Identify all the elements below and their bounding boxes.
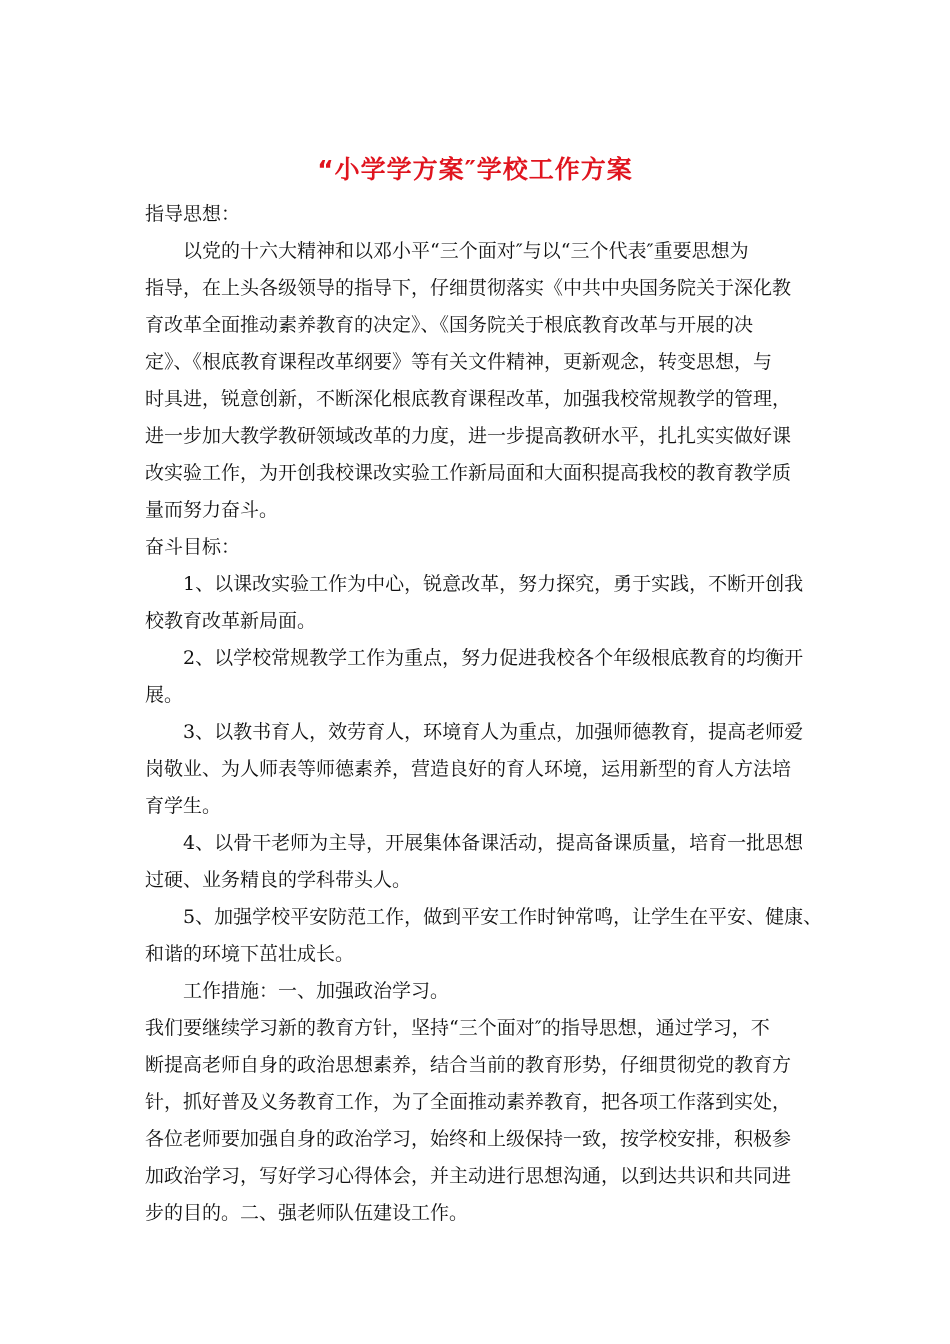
text-line: 加政治学习，写好学习心得体会，并主动进行思想沟通，以到达共识和共同进 (145, 1165, 792, 1187)
text-line: 工作措施：一、加强政治学习。 (183, 980, 450, 1002)
text-line: 1、以课改实验工作为中心，锐意改革，努力探究，勇于实践，不断开创我 (183, 573, 804, 595)
text-line: 5、加强学校平安防范工作，做到平安工作时钟常鸣，让学生在平安、健康、 (183, 906, 823, 928)
text-line: 断提高老师自身的政治思想素养，结合当前的教育形势，仔细贯彻党的教育方 (145, 1054, 792, 1076)
text-line: 2、以学校常规教学工作为重点，努力促进我校各个年级根底教育的均衡开 (183, 647, 804, 669)
text-line: 以党的十六大精神和以邓小平“三个面对″与以“三个代表″重要思想为 (183, 240, 749, 262)
document-title: “小学学方案″学校工作方案 (317, 155, 633, 184)
text-line: 定》、《根底教育课程改革纲要》等有关文件精神，更新观念，转变思想，与 (145, 351, 773, 373)
text-line: 过硬、业务精良的学科带头人。 (145, 869, 412, 891)
text-line: 校教育改革新局面。 (145, 610, 317, 632)
text-line: 针，抓好普及义务教育工作，为了全面推动素养教育，把各项工作落到实处， (145, 1091, 792, 1113)
text-line: 3、以教书育人，效劳育人，环境育人为重点，加强师德教育，提高老师爱 (183, 721, 804, 743)
text-line: 育改革全面推动素养教育的决定》、《国务院关于根底教育改革与开展的决 (145, 314, 754, 336)
text-line: 各位老师要加强自身的政治学习，始终和上级保持一致，按学校安排，积极参 (145, 1128, 792, 1150)
text-line: 改实验工作，为开创我校课改实验工作新局面和大面积提高我校的教育教学质 (145, 462, 792, 484)
text-line: 指导思想： (145, 203, 241, 225)
text-line: 时具进，锐意创新，不断深化根底教育课程改革，加强我校常规教学的管理， (145, 388, 792, 410)
text-line: 步的目的。二、强老师队伍建设工作。 (145, 1202, 469, 1224)
text-line: 奋斗目标： (145, 536, 241, 558)
text-line: 展。 (145, 684, 184, 706)
text-line: 指导，在上头各级领导的指导下，仔细贯彻落实《中共中央国务院关于深化教 (145, 277, 792, 299)
text-line: 量而努力奋斗。 (145, 499, 279, 521)
text-line: 进一步加大教学教研领域改革的力度，进一步提高教研水平，扎扎实实做好课 (145, 425, 792, 447)
document-body (145, 196, 825, 1232)
text-line: 我们要继续学习新的教育方针，坚持“三个面对″的指导思想，通过学习，不 (145, 1017, 770, 1039)
text-line: 育学生。 (145, 795, 222, 817)
text-line: 岗敬业、为人师表等师德素养，营造良好的育人环境，运用新型的育人方法培 (145, 758, 792, 780)
text-line: 和谐的环境下茁壮成长。 (145, 943, 355, 965)
text-line: 4、以骨干老师为主导，开展集体备课活动，提高备课质量，培育一批思想 (183, 832, 804, 854)
